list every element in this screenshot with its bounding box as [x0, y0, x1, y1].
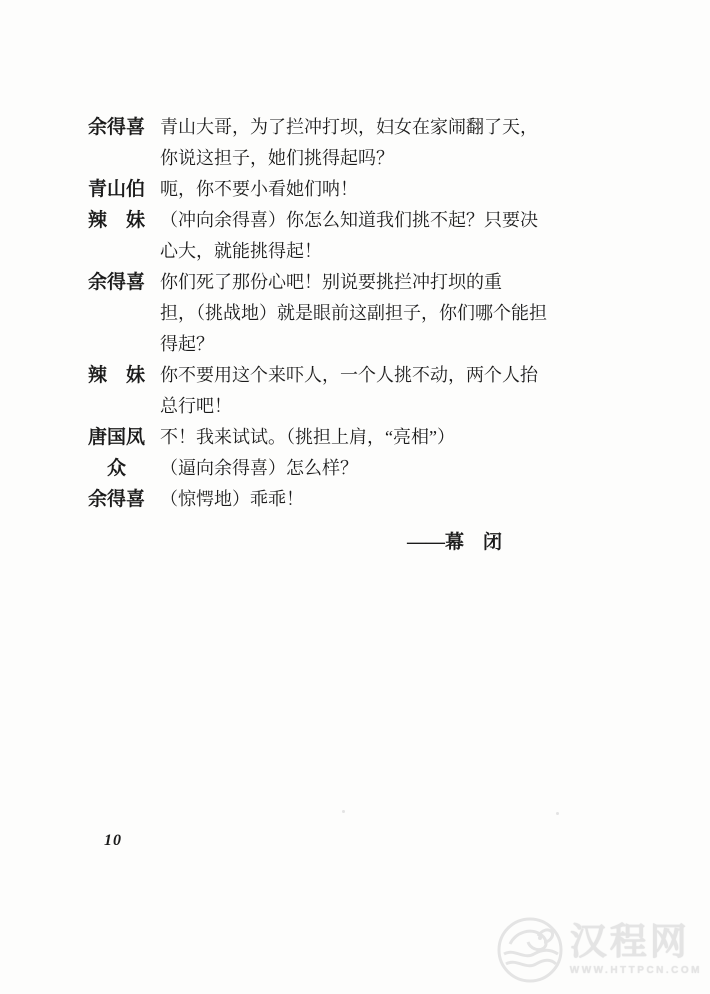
dialogue-entry [88, 453, 560, 484]
curtain-close-line: ——幕 闭 [407, 532, 503, 553]
dialogue-line: 得起？ [160, 334, 214, 354]
speaker-name: 余得喜 [88, 489, 146, 510]
dialogue-entry [88, 360, 560, 422]
dialogue-line: （惊愕地）乖乖！ [160, 489, 304, 509]
dialogue-script-block [88, 112, 560, 558]
dialogue-lines [160, 484, 560, 515]
dialogue-line: 青山大哥，为了拦冲打坝，妇女在家闹翻了天， [160, 117, 538, 137]
dialogue-entry [88, 205, 560, 267]
watermark-site-name: 汉程网 [569, 921, 690, 963]
speaker-name: 余得喜 [88, 272, 146, 293]
dialogue-lines [160, 112, 560, 174]
dialogue-entry [88, 112, 560, 174]
dialogue-line: 你不要用这个来吓人，一个人挑不动，两个人抬 [160, 365, 538, 385]
scan-speck [556, 812, 559, 815]
watermark-text [569, 921, 702, 977]
speaker-name: 辣 妹 [88, 210, 146, 231]
dialogue-line: 心大，就能挑得起！ [160, 241, 322, 261]
page-number: 10 [104, 832, 122, 849]
watermark [494, 914, 702, 986]
dialogue-lines [160, 453, 560, 484]
dialogue-line: 总行吧！ [160, 396, 232, 416]
speaker-name: 余得喜 [88, 117, 146, 138]
dialogue-entry [88, 267, 560, 360]
dialogue-entry [88, 174, 560, 205]
speaker-name: 辣 妹 [88, 365, 146, 386]
watermark-site-url: WWW.HTTPCN.COM [569, 965, 702, 977]
dialogue-list [88, 112, 560, 515]
dialogue-entry [88, 484, 560, 515]
hancheng-dragon-seal-icon [494, 914, 566, 986]
dialogue-line: （冲向余得喜）你怎么知道我们挑不起？只要决 [160, 210, 538, 230]
dialogue-line: 呃，你不要小看她们呐！ [160, 179, 358, 199]
dialogue-line: 不！我来试试。（挑担上肩，“亮相”） [160, 427, 455, 447]
dialogue-line: 你说这担子，她们挑得起吗？ [160, 148, 394, 168]
speaker-name: 青山伯 [88, 179, 146, 200]
speaker-name: 唐国凤 [88, 427, 146, 448]
dialogue-lines [160, 205, 560, 267]
dialogue-lines [160, 174, 560, 205]
dialogue-lines [160, 422, 560, 453]
dialogue-lines [160, 360, 560, 422]
dialogue-line: 你们死了那份心吧！别说要挑拦冲打坝的重 [160, 272, 502, 292]
speaker-name: 众 [88, 458, 146, 479]
scan-speck [342, 810, 345, 813]
dialogue-line: 担，（挑战地）就是眼前这副担子，你们哪个能担 [160, 303, 547, 323]
dialogue-line: （逼向余得喜）怎么样？ [160, 458, 358, 478]
dialogue-lines [160, 267, 560, 360]
dialogue-entry [88, 422, 560, 453]
